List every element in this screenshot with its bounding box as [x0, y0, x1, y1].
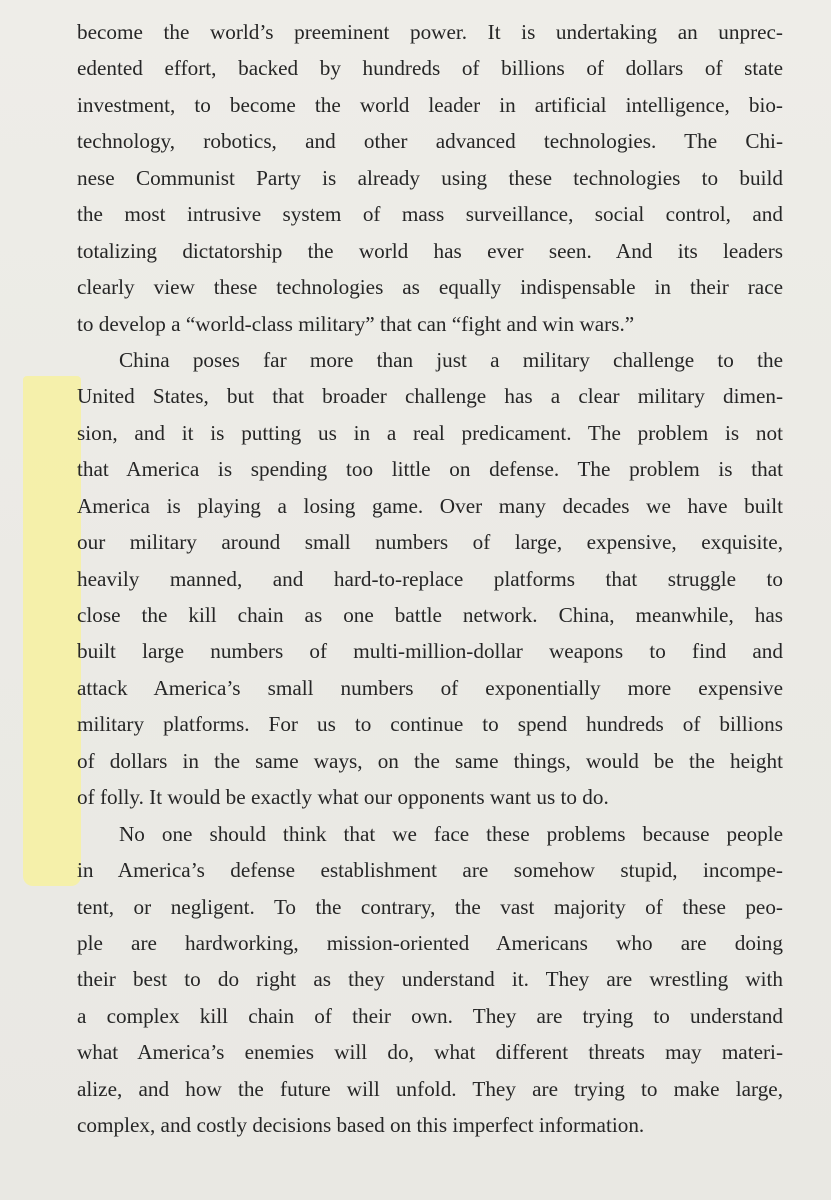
- text-line: nese Communist Party is already using these technologies to build: [77, 165, 783, 190]
- text-line: United States, but that broader challenge has a clear military dimen-: [77, 384, 783, 409]
- text-line: our military around small numbers of large, expensive, exquisite,: [77, 530, 783, 555]
- paragraph-3: [77, 816, 783, 1144]
- text-line: of folly. It would be exactly what our opponents want us to do.: [77, 785, 609, 810]
- text-line: investment, to become the world leader in artificial intelligence, bio-: [77, 92, 783, 117]
- text-line: of dollars in the same ways, on the same things, would be the height: [77, 748, 783, 773]
- text-line: attack America’s small numbers of exponentially more expensive: [77, 675, 783, 700]
- text-line: military platforms. For us to continue to spend hundreds of billions: [77, 712, 783, 737]
- text-line: tent, or negligent. To the contrary, the vast majority of these peo-: [77, 894, 783, 919]
- text-line: ple are hardworking, mission-oriented Americans who are doing: [77, 930, 783, 955]
- text-line: what America’s enemies will do, what different threats may materi-: [77, 1040, 783, 1065]
- text-line: China poses far more than just a military challenge to the: [119, 347, 783, 372]
- text-line: become the world’s preeminent power. It is undertaking an unprec-: [77, 20, 783, 44]
- text-line: America is playing a losing game. Over many decades we have built: [77, 493, 783, 518]
- highlighter-mark: [23, 376, 81, 886]
- text-line: complex, and costly decisions based on this imperfect information.: [77, 1113, 645, 1138]
- text-line: clearly view these technologies as equally indispensable in their race: [77, 275, 783, 300]
- text-line: the most intrusive system of mass surveillance, social control, and: [77, 202, 783, 227]
- body-text: [77, 14, 783, 1144]
- text-line: to develop a “world-class military” that can “fight and win wars.”: [77, 311, 635, 336]
- paragraph-2-highlighted: [77, 342, 783, 816]
- text-line: close the kill chain as one battle network. China, meanwhile, has: [77, 603, 783, 627]
- paragraph-1: [77, 14, 783, 342]
- text-line: sion, and it is putting us in a real predicament. The problem is not: [77, 420, 783, 445]
- text-line: technology, robotics, and other advanced technologies. The Chi-: [77, 129, 783, 154]
- text-line: that America is spending too little on defense. The problem is that: [77, 457, 783, 482]
- text-line: in America’s defense establishment are somehow stupid, incompe-: [77, 858, 783, 883]
- text-line: built large numbers of multi-million-dollar weapons to find and: [77, 639, 783, 664]
- text-line: totalizing dictatorship the world has ever seen. And its leaders: [77, 238, 783, 263]
- text-line: heavily manned, and hard-to-replace platforms that struggle to: [77, 566, 783, 591]
- text-line: their best to do right as they understand it. They are wrestling with: [77, 967, 783, 992]
- text-line: No one should think that we face these problems because people: [119, 821, 783, 846]
- text-line: a complex kill chain of their own. They are trying to understand: [77, 1003, 783, 1028]
- text-line: edented effort, backed by hundreds of billions of dollars of state: [77, 56, 783, 81]
- text-line: alize, and how the future will unfold. They are trying to make large,: [77, 1076, 783, 1101]
